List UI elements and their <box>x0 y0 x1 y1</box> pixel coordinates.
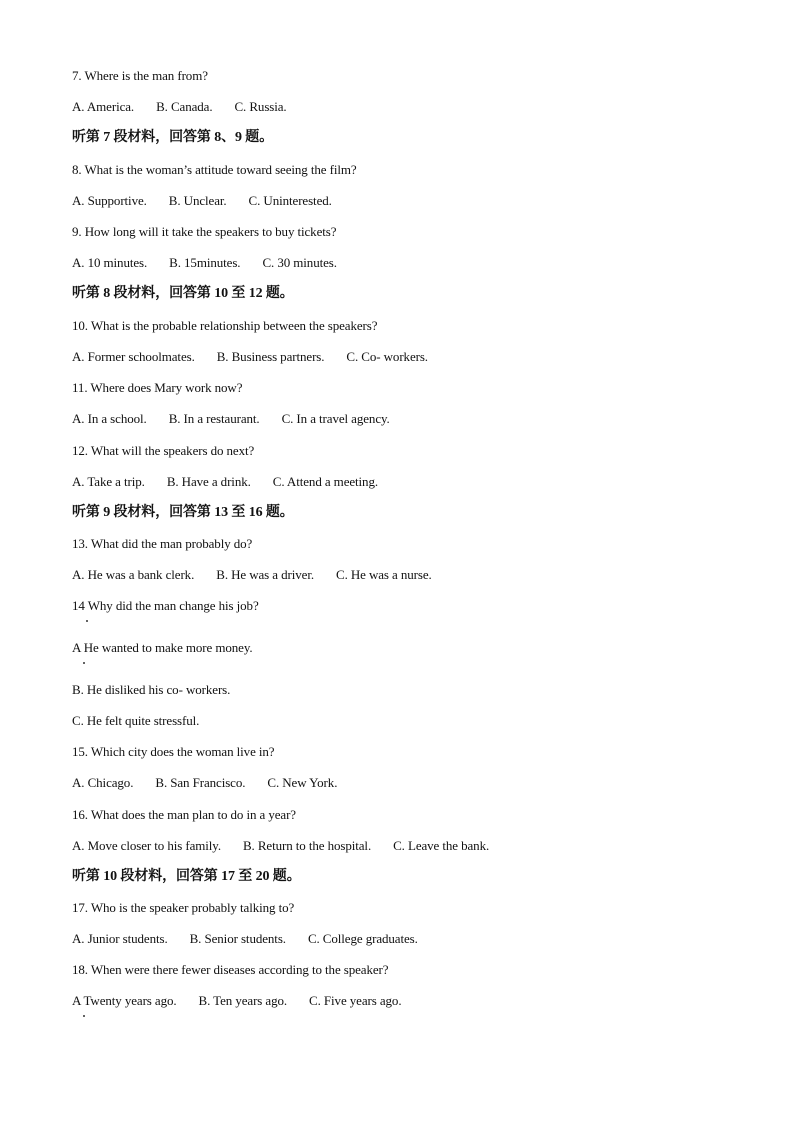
option-c: C. Russia. <box>234 99 287 114</box>
question-13: 13. What did the man probably do? <box>72 536 253 551</box>
option-b: B. He was a driver. <box>216 567 314 582</box>
option-c: C. 30 minutes. <box>262 255 337 270</box>
options-12 <box>72 474 378 490</box>
question-18: 18. When were there fewer diseases according to the speaker? <box>72 962 389 977</box>
option-c: C. New York. <box>267 775 338 790</box>
options-11 <box>72 411 390 427</box>
question-16: 16. What does the man plan to do in a year? <box>72 807 296 822</box>
option-c: C. Uninterested. <box>248 193 332 208</box>
option-a: A. America. <box>72 99 135 114</box>
section-heading-10: 听第 10 段材料，回答第 17 至 20 题。 <box>72 869 301 884</box>
option-a: A. 10 minutes. <box>72 255 148 270</box>
stray-dot <box>83 662 85 664</box>
question-11: 11. Where does Mary work now? <box>72 380 243 395</box>
option-b: B. Ten years ago. <box>198 993 288 1008</box>
question-9: 9. How long will it take the speakers to buy tickets? <box>72 224 337 239</box>
option-a: A. Chicago. <box>72 775 134 790</box>
option-c: C. Leave the bank. <box>393 838 490 853</box>
option-b: B. Have a drink. <box>166 474 251 489</box>
option-b: B. Unclear. <box>168 193 227 208</box>
question-8: 8. What is the woman’s attitude toward seeing the film? <box>72 162 357 177</box>
options-15 <box>72 775 337 791</box>
option-c: C. Attend a meeting. <box>272 474 379 489</box>
option-b: B. San Francisco. <box>155 775 246 790</box>
section-heading-9: 听第 9 段材料，回答第 13 至 16 题。 <box>72 505 294 520</box>
option-c: C. Five years ago. <box>309 993 402 1008</box>
option-c: C. He was a nurse. <box>336 567 432 582</box>
options-13 <box>72 567 432 583</box>
stray-dot <box>86 620 88 622</box>
question-17: 17. Who is the speaker probably talking to? <box>72 900 295 915</box>
stray-dot <box>83 1015 85 1017</box>
question-7: 7. Where is the man from? <box>72 68 208 83</box>
option-b: B. Business partners. <box>216 349 325 364</box>
section-heading-7: 听第 7 段材料，回答第 8、9 题。 <box>72 130 274 145</box>
option-b: B. In a restaurant. <box>168 411 260 426</box>
option-b: B. Canada. <box>156 99 213 114</box>
option-c: C. College graduates. <box>307 931 418 946</box>
option-c: C. In a travel agency. <box>281 411 390 426</box>
option-b: B. 15minutes. <box>169 255 241 270</box>
question-12: 12. What will the speakers do next? <box>72 443 255 458</box>
option-b: B. Return to the hospital. <box>242 838 372 853</box>
section-heading-8: 听第 8 段材料，回答第 10 至 12 题。 <box>72 286 294 301</box>
options-8 <box>72 193 332 209</box>
question-15: 15. Which city does the woman live in? <box>72 744 275 759</box>
options-16 <box>72 838 489 854</box>
options-7 <box>72 99 287 115</box>
question-14: 14 Why did the man change his job? <box>72 598 259 613</box>
option-a: A. Junior students. <box>72 931 168 946</box>
option-c: C. Co- workers. <box>346 349 428 364</box>
option-a: A. Move closer to his family. <box>72 838 221 853</box>
option-a: A Twenty years ago. <box>72 993 177 1008</box>
options-17 <box>72 931 418 947</box>
option-a: A. In a school. <box>72 411 147 426</box>
option-14c: C. He felt quite stressful. <box>72 713 200 728</box>
option-a: A. Supportive. <box>72 193 147 208</box>
question-10: 10. What is the probable relationship between the speakers? <box>72 318 378 333</box>
option-a: A. Take a trip. <box>72 474 145 489</box>
option-a: A. Former schoolmates. <box>72 349 195 364</box>
options-10 <box>72 349 428 365</box>
options-9 <box>72 255 337 271</box>
option-14a: A He wanted to make more money. <box>72 640 253 655</box>
option-b: B. Senior students. <box>189 931 286 946</box>
option-a: A. He was a bank clerk. <box>72 567 195 582</box>
options-18 <box>72 993 401 1009</box>
option-14b: B. He disliked his co- workers. <box>72 682 231 697</box>
